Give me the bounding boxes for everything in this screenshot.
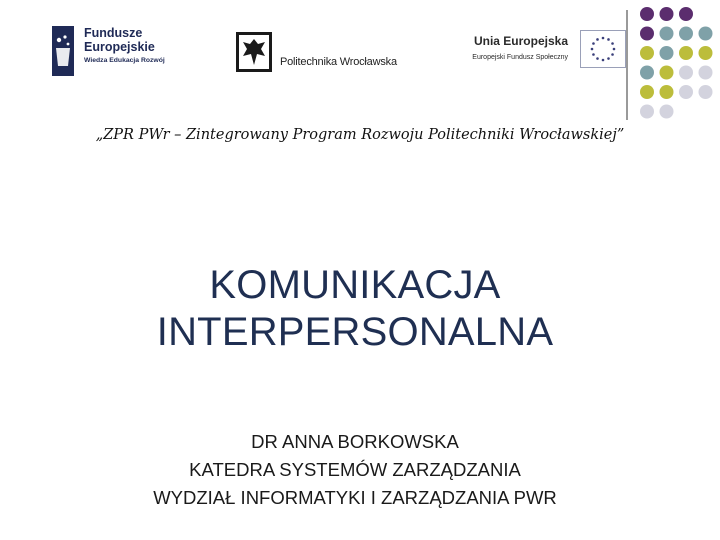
eu-star-icon xyxy=(596,38,599,41)
fe-flag-icon xyxy=(50,26,76,76)
eu-star-icon xyxy=(611,42,614,45)
decorative-dot xyxy=(660,85,674,99)
pwr-name: Politechnika Wrocławska xyxy=(280,56,397,68)
decorative-dot xyxy=(679,85,693,99)
decorative-dot xyxy=(699,46,713,60)
fe-line1: Fundusze xyxy=(84,26,143,40)
decorative-dot xyxy=(699,66,713,80)
decorative-dot xyxy=(679,46,693,60)
decorative-dot xyxy=(640,105,654,119)
author-department: KATEDRA SYSTEMÓW ZARZĄDZANIA xyxy=(189,459,521,480)
eagle-shield-icon xyxy=(236,32,272,72)
title-line2: INTERPERSONALNA xyxy=(156,310,554,354)
eu-star-icon xyxy=(602,37,605,40)
eu-star-icon xyxy=(602,59,605,62)
eu-star-icon xyxy=(592,42,595,45)
decorative-dot xyxy=(699,85,713,99)
decorative-dot xyxy=(640,46,654,60)
decorative-dot xyxy=(660,66,674,80)
decorative-dot xyxy=(660,105,674,119)
decorative-dot xyxy=(679,27,693,41)
politechnika-wroclawska-logo xyxy=(236,32,406,74)
eu-star-icon xyxy=(596,57,599,60)
fe-text xyxy=(84,26,165,66)
decorative-dot xyxy=(679,66,693,80)
decorative-dot xyxy=(640,7,654,21)
fe-line2: Europejskie xyxy=(84,40,155,54)
decorative-dot xyxy=(660,27,674,41)
eu-star-icon xyxy=(611,53,614,56)
decorative-dot xyxy=(640,85,654,99)
ue-subtitle: Europejski Fundusz Społeczny xyxy=(472,54,568,61)
author-name: DR ANNA BORKOWSKA xyxy=(251,431,459,452)
decorative-dot xyxy=(640,66,654,80)
decorative-dot xyxy=(660,46,674,60)
eu-star-icon xyxy=(592,53,595,56)
author-block xyxy=(0,428,710,512)
eu-star-icon xyxy=(591,48,594,51)
author-faculty: WYDZIAŁ INFORMATYKI I ZARZĄDZANIA PWR xyxy=(153,487,557,508)
program-subtitle: „ZPR PWr – Zintegrowany Program Rozwoju Politechniki Wrocławskiej” xyxy=(95,127,625,143)
decorative-dot xyxy=(640,27,654,41)
unia-europejska-logo xyxy=(456,30,626,76)
decorative-dot xyxy=(699,27,713,41)
decorative-dot xyxy=(679,7,693,21)
decorative-dot-grid xyxy=(622,0,720,130)
eu-star-icon xyxy=(607,57,610,60)
title-line1: KOMUNIKACJA xyxy=(209,263,501,307)
eu-star-icon xyxy=(613,48,616,51)
eu-star-icon xyxy=(607,38,610,41)
fe-line3: Wiedza Edukacja Rozwój xyxy=(84,57,165,64)
presentation-title xyxy=(0,262,710,356)
eu-stars-flag-icon xyxy=(580,30,626,68)
decorative-dot xyxy=(660,7,674,21)
ue-title: Unia Europejska xyxy=(473,34,568,48)
fundusze-europejskie-logo xyxy=(50,22,180,80)
